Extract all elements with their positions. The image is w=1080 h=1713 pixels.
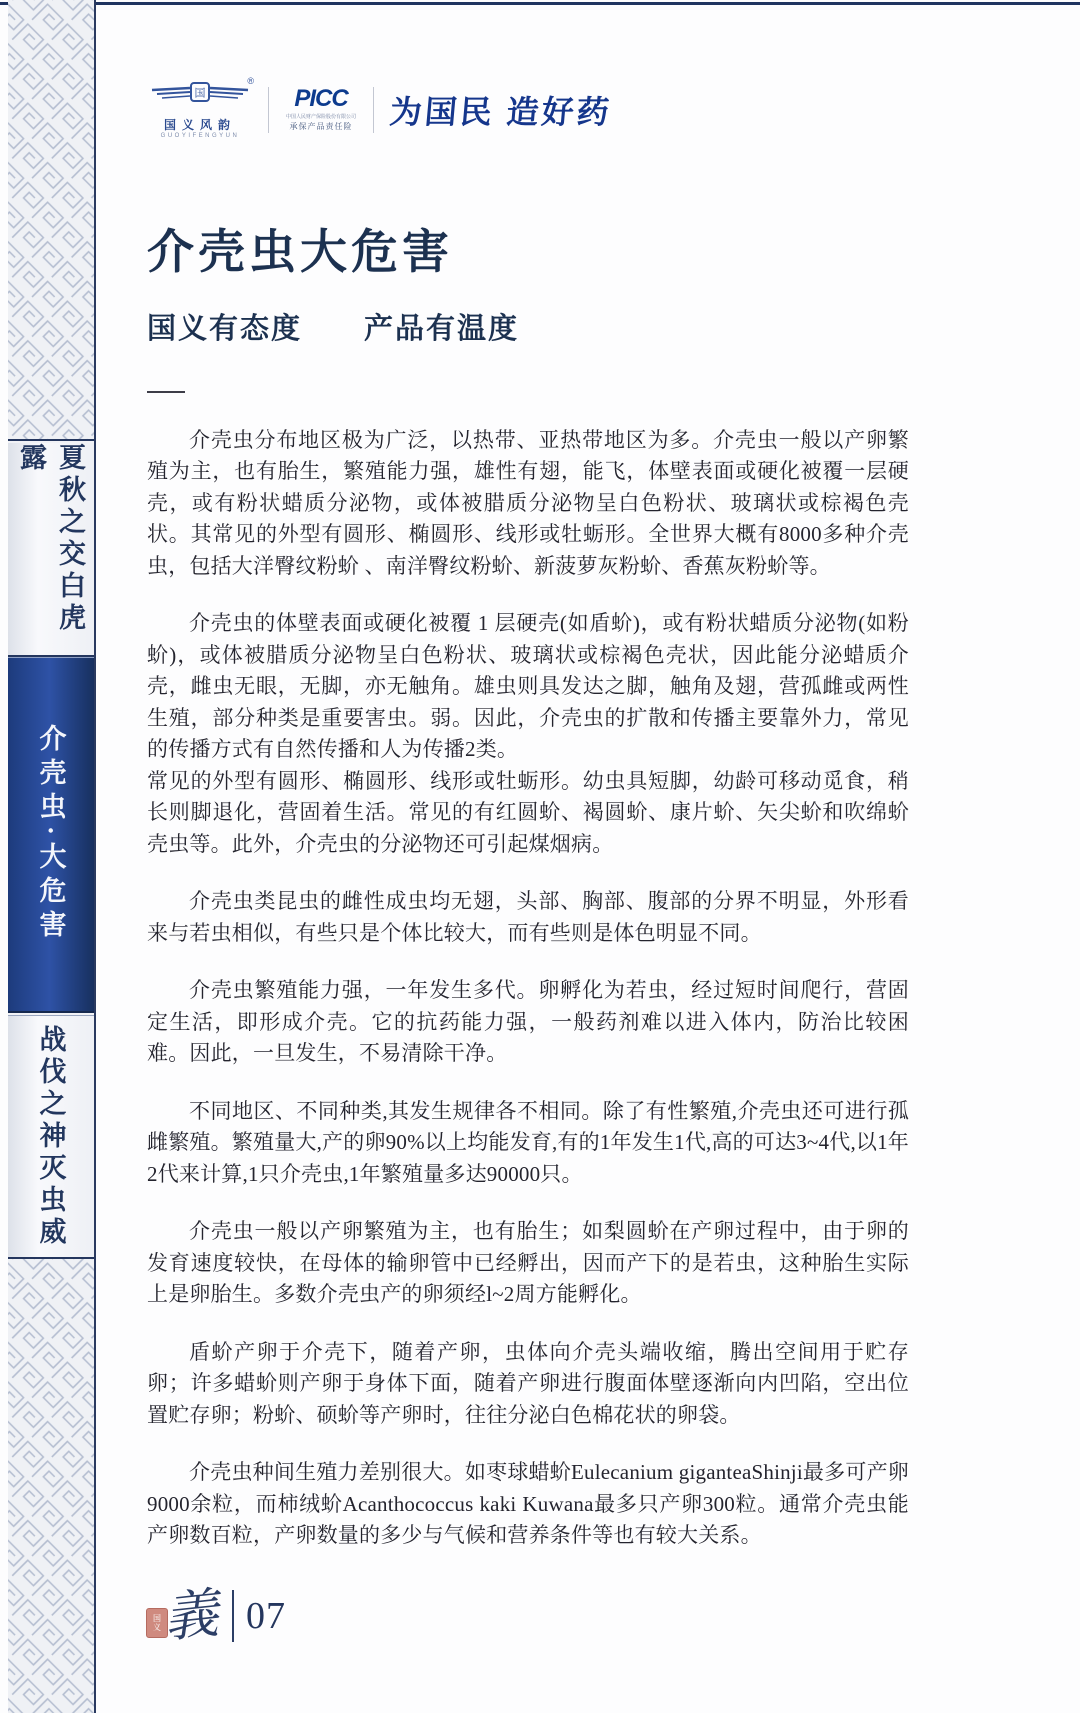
- body-paragraph: 介壳虫一般以产卵繁殖为主，也有胎生；如梨圆蚧在产卵过程中，由于卵的发育速度较快，在母体的输卵管中已经孵出，因而产下的是若虫，这种胎生实际上是卵胎生。多数介壳虫产的卵须经l~2周方能孵化。: [147, 1219, 909, 1307]
- body-paragraph: 介壳虫种间生殖力差别很大。如枣球蜡蚧Eulecanium giganteaShinji最多可产卵9000余粒，而柿绒蚧Acanthococcus kaki Kuwana最多只产卵300粒。通常介壳虫能产卵数百粒，产卵数量的多少与气候和营养条件等也有较大关系。: [147, 1460, 909, 1548]
- sidebar-label-top: 夏秋之交白虎露: [16, 443, 85, 635]
- brand-slogan: 为国民 造好药: [388, 93, 614, 130]
- picc-logo: PICC: [294, 85, 348, 112]
- body-paragraph: 常见的外型有圆形、椭圆形、线形或牡蛎形。幼虫具短脚，幼龄可移动觅食，稍长则脚退化，营固着生活。常见的有红圆蚧、褐圆蚧、康片蚧、矢尖蚧和吹绵蚧壳虫等。此外，介壳虫的分泌物还可引起煤烟病。: [147, 768, 909, 856]
- picc-insurer-line: 中国人民财产保险股份有限公司: [285, 114, 356, 120]
- picc-logo-block: [285, 87, 357, 132]
- picc-coverage-line: 承保产品责任险: [289, 122, 353, 131]
- page-title: 介壳虫大危害: [147, 227, 453, 279]
- page-number: 07: [246, 1595, 286, 1637]
- body-paragraph: 介壳虫分布地区极为广泛，以热带、亚热带地区为多。介壳虫一般以产卵繁殖为主，也有胎生，繁殖能力强，雄性有翅，能飞，体壁表面或硬化被覆一层硬壳，或有粉状蜡质分泌物，或体被腊质分泌物呈白色粉状、玻璃状或棕褐色壳状。其常见的外型有圆形、椭圆形、线形或牡蛎形。全世界大概有8000多种介壳虫，包括大洋臀纹粉蚧 、南洋臀纹粉蚧、新菠萝灰粉蚧、香蕉灰粉蚧等。: [147, 427, 909, 578]
- brand-latin-name: GUOYIFENGYUN: [160, 133, 240, 139]
- registered-mark: ®: [247, 76, 254, 86]
- header-separator: [268, 87, 269, 133]
- header-separator: [373, 87, 374, 133]
- sidebar-section-top: [8, 443, 94, 657]
- wing-emblem-icon: [148, 80, 252, 110]
- sidebar-section-middle: [8, 657, 94, 1013]
- body-paragraph: 介壳虫的体壁表面或硬化被覆 1 层硬壳(如盾蚧)，或有粉状蜡质分泌物(如粉蚧)，或体被腊质分泌物呈白色粉状、玻璃状或棕褐色壳状，因此能分泌蜡质介壳，雌虫无眼，无脚，亦无触角。雄虫则具发达之脚，触角及翅，营孤雌或两性生殖，部分种类是重要害虫。弱。因此，介壳虫的扩散和传播主要靠外力，常见的传播方式有自然传播和人为传播2类。: [147, 611, 909, 762]
- left-sidebar: [8, 0, 96, 1713]
- footer-separator: [232, 1590, 234, 1642]
- body-paragraph: 介壳虫类昆虫的雌性成虫均无翅，头部、胸部、腹部的分界不明显，外形看来与若虫相似，有些只是个体比较大，而有些则是体色明显不同。: [147, 889, 909, 945]
- page-subtitle: [147, 306, 909, 347]
- top-border-rule: [0, 2, 1080, 5]
- svg-text:国: 国: [194, 87, 206, 100]
- body-paragraph: 盾蚧产卵于介壳下，随着产卵，虫体向介壳头端收缩，腾出空间用于贮存卵；许多蜡蚧则产卵于身体下面，随着产卵进行腹面体壁逐渐向内凹陷，空出位置贮存卵；粉蚧、硕蚧等产卵时，往往分泌白色棉花状的卵袋。: [147, 1339, 909, 1427]
- subtitle-rule: [147, 391, 185, 393]
- brand-logo: [148, 76, 254, 139]
- sidebar-label-middle: 介壳虫·大危害: [35, 724, 66, 945]
- subtitle-left: 国义有态度: [147, 312, 303, 345]
- brand-name: 国义风韵: [163, 118, 236, 132]
- body-paragraph: 介壳虫繁殖能力强，一年发生多代。卵孵化为若虫，经过短时间爬行，营固定生活，即形成介壳。它的抗药能力强，一般药剂难以进入体内，防治比较困难。因此，一旦发生，不易清除干净。: [147, 978, 909, 1066]
- fret-pattern-top: [8, 0, 94, 441]
- sidebar-label-bottom: 战伐之神灭虫威: [35, 1024, 66, 1249]
- body-paragraphs: [147, 425, 909, 1552]
- main-content: [147, 228, 909, 1552]
- fret-pattern-bottom: [8, 1257, 94, 1713]
- sidebar-section-bottom: [8, 1015, 94, 1257]
- body-paragraph: 不同地区、不同种类,其发生规律各不相同。除了有性繁殖,介壳虫还可进行孤雌繁殖。繁殖量大,产的卵90%以上均能发育,有的1年发生1代,高的可达3~4代,以1年2代来计算,1只介壳虫,1年繁殖量多达90000只。: [147, 1098, 909, 1186]
- page-footer: [146, 1583, 286, 1649]
- seal-text: 国义: [152, 1614, 162, 1632]
- calligraphy-glyph: 義: [161, 1583, 221, 1649]
- subtitle-right: 产品有温度: [364, 312, 520, 345]
- page-header: [148, 76, 614, 139]
